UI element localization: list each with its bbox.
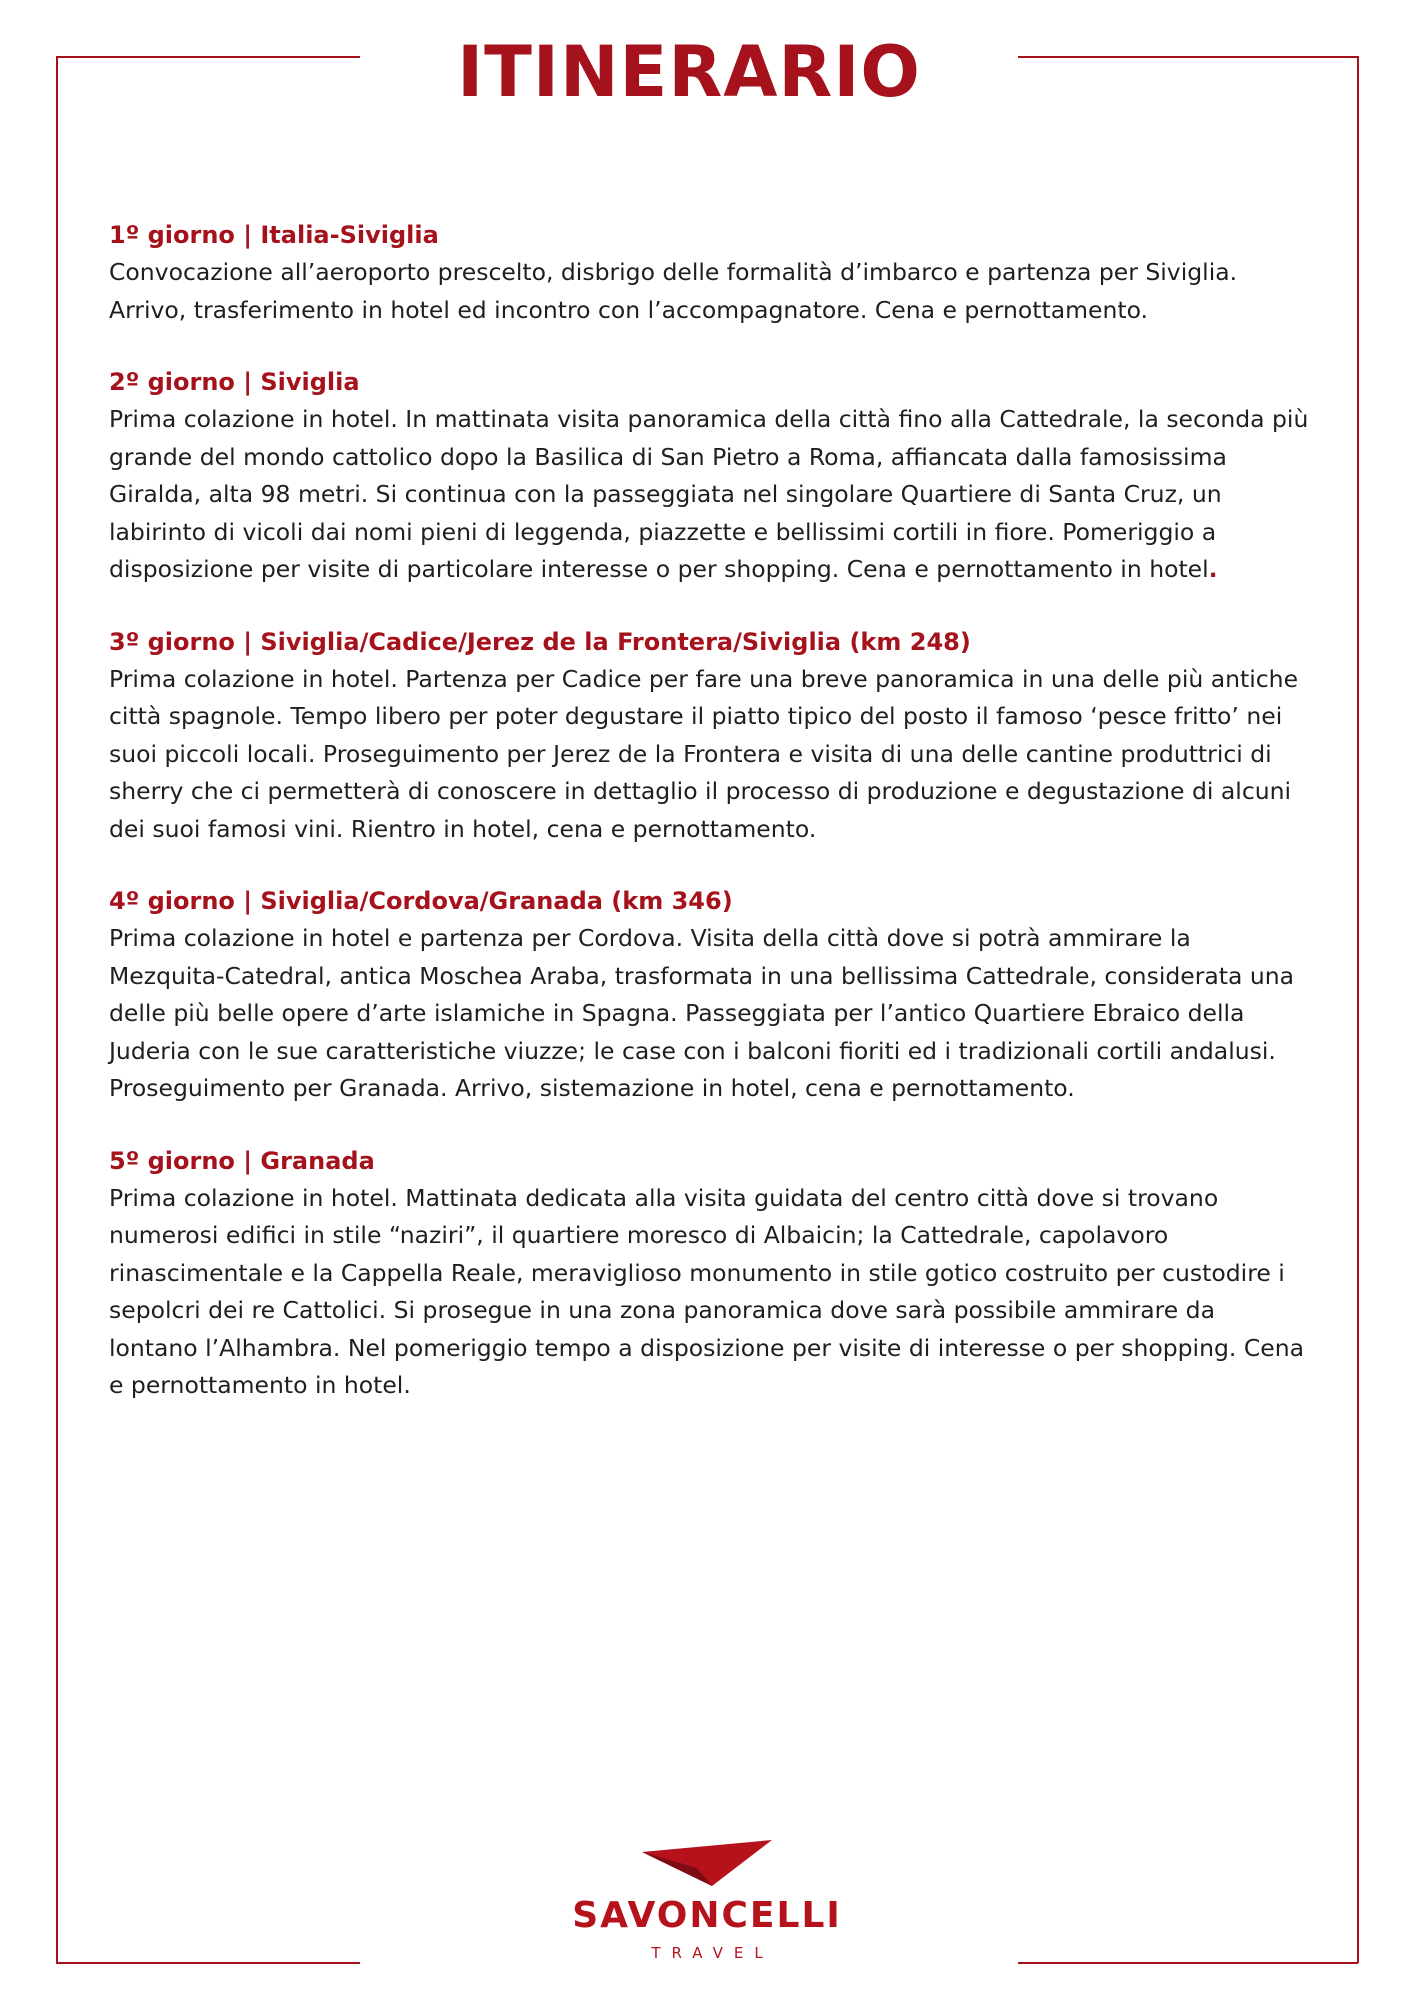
day-description: Prima colazione in hotel. Mattinata dedicata alla visita guidata del centro città dove si trovano numerosi edifici in stile “naziri”, il quartiere moresco di Albaicin; la Cattedrale, capolavoro rinascimentale e la Cappella Reale, meraviglioso monumento in stile gotico costruito per custodire i sepolcri dei re Cattolici. Si prosegue in una zona panoramica dove sarà possibile ammirare da lontano l’Alhambra. Nel pomeriggio tempo a disposizione per visite di interesse o per shopping. Cena e pernottamento in hotel. <box>109 1183 1305 1399</box>
frame-bottom-left-line <box>56 1962 360 1964</box>
day-section-5 <box>109 1143 1309 1405</box>
day-section-2 <box>109 364 1309 589</box>
day-heading: 5º giorno | Granada <box>109 1146 375 1175</box>
logo-name: SAVONCELLI <box>572 1895 842 1936</box>
paper-plane-logo-icon <box>642 1840 772 1890</box>
day-heading: 2º giorno | Siviglia <box>109 368 360 396</box>
day-description: Prima colazione in hotel. Partenza per Cadice per fare una breve panoramica in una delle più antiche città spagnole. Tempo libero per poter degustare il piatto tipico del posto il famoso ‘pesce fritto’ nei suoi piccoli locali. Proseguimento per Jerez de la Frontera e visita di una delle cantine produttrici di sherry che ci permetterà di conoscere in dettaglio il processo di produzione e degustazione di alcuni dei suoi famosi vini. Rientro in hotel, cena e pernottamento. <box>109 664 1299 843</box>
frame-top-right-line <box>1018 56 1358 58</box>
day-heading: 3º giorno | Siviglia/Cadice/Jerez de la Frontera/Siviglia (km 248) <box>109 627 971 656</box>
frame-top-left-line <box>56 56 360 58</box>
day-section-1 <box>109 217 1309 329</box>
day-heading: 1º giorno | Italia-Siviglia <box>109 221 439 249</box>
day-heading: 4º giorno | Siviglia/Cordova/Granada (km 346) <box>109 887 733 915</box>
day-description-text: Prima colazione in hotel. In mattinata visita panoramica della città fino alla Cattedrale, la seconda più grande del mondo cattolico dopo la Basilica di San Pietro a Roma, affiancata dalla famosissima Giralda, alta 98 metri. Si continua con la passeggiata nel singolare Quartiere di Santa Cruz, un labirinto di vicoli dai nomi pieni di leggenda, piazzette e bellissimi cortili in fiore. Pomeriggio a disposizione per visite di particolare interesse o per shopping. Cena e pernottamento in hotel <box>109 405 1309 583</box>
frame-left-line <box>56 56 58 1963</box>
day-description: Prima colazione in hotel e partenza per Cordova. Visita della città dove si potrà ammirare la Mezquita-Catedral, antica Moschea Araba, trasformata in una bellissima Cattedrale, considerata una delle più belle opere d’arte islamiche in Spagna. Passeggiata per l’antico Quartiere Ebraico della Juderia con le sue caratteristiche viuzze; le case con i balconi fioriti ed i tradizionali cortili andalusi. Proseguimento per Granada. Arrivo, sistemazione in hotel, cena e pernottamento. <box>109 924 1295 1102</box>
day-section-3 <box>109 624 1309 849</box>
itinerary-list <box>109 217 1309 1440</box>
accent-period: . <box>1208 555 1218 583</box>
logo-subtitle: TRAVEL <box>651 1944 774 1962</box>
frame-right-line <box>1357 56 1359 1963</box>
brand-logo <box>520 1840 894 1962</box>
page-title: ITINERARIO <box>457 31 921 113</box>
day-description: Convocazione all’aeroporto prescelto, disbrigo delle formalità d’imbarco e partenza per Siviglia. Arrivo, trasferimento in hotel ed incontro con l’accompagnatore. Cena e pernottamento. <box>109 258 1238 324</box>
frame-bottom-right-line <box>1018 1962 1358 1964</box>
day-section-4 <box>109 883 1309 1108</box>
day-description <box>109 401 1309 589</box>
